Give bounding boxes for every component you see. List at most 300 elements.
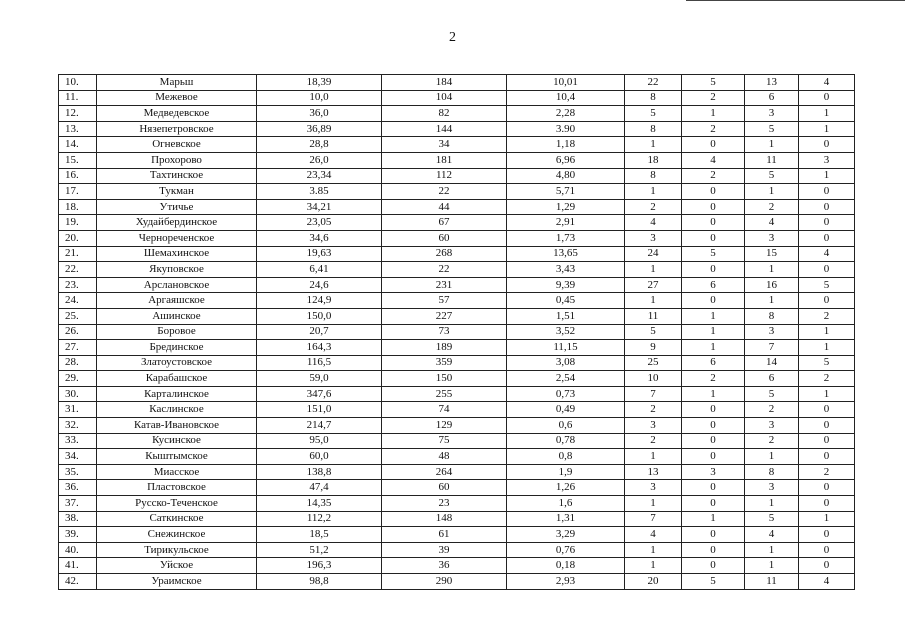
count-cell-1: 11 [625,308,682,324]
count-cell-2: 5 [682,75,745,91]
settlement-name-cell: Утичье [97,199,257,215]
value-cell-1: 26,0 [257,152,382,168]
table-row [59,402,855,418]
count-cell-3: 14 [745,355,799,371]
value-cell-3: 1,9 [507,464,625,480]
value-cell-2: 60 [382,480,507,496]
settlement-name-cell: Якуповское [97,262,257,278]
value-cell-2: 39 [382,542,507,558]
count-cell-4: 1 [799,106,855,122]
value-cell-1: 10,0 [257,90,382,106]
count-cell-1: 27 [625,277,682,293]
value-cell-1: 59,0 [257,371,382,387]
row-number-cell: 35. [59,464,97,480]
value-cell-1: 28,8 [257,137,382,153]
value-cell-1: 112,2 [257,511,382,527]
value-cell-1: 14,35 [257,496,382,512]
count-cell-2: 2 [682,90,745,106]
value-cell-2: 74 [382,402,507,418]
table-row [59,199,855,215]
table-row [59,152,855,168]
count-cell-4: 0 [799,262,855,278]
row-number-cell: 34. [59,449,97,465]
count-cell-1: 1 [625,184,682,200]
row-number-cell: 29. [59,371,97,387]
count-cell-4: 5 [799,355,855,371]
count-cell-2: 5 [682,246,745,262]
value-cell-1: 95,0 [257,433,382,449]
value-cell-1: 51,2 [257,542,382,558]
value-cell-1: 6,41 [257,262,382,278]
count-cell-3: 15 [745,246,799,262]
value-cell-1: 164,3 [257,340,382,356]
settlement-name-cell: Русско-Теченское [97,496,257,512]
top-edge-rule [686,0,905,1]
row-number-cell: 40. [59,542,97,558]
count-cell-1: 9 [625,340,682,356]
value-cell-3: 2,28 [507,106,625,122]
table-row [59,137,855,153]
table-row [59,433,855,449]
count-cell-3: 1 [745,542,799,558]
table-row [59,464,855,480]
row-number-cell: 18. [59,199,97,215]
settlement-name-cell: Карабашское [97,371,257,387]
count-cell-4: 0 [799,449,855,465]
value-cell-3: 0,6 [507,418,625,434]
row-number-cell: 12. [59,106,97,122]
count-cell-3: 6 [745,90,799,106]
row-number-cell: 16. [59,168,97,184]
count-cell-3: 4 [745,527,799,543]
count-cell-3: 8 [745,308,799,324]
count-cell-1: 2 [625,402,682,418]
settlement-name-cell: Нязепетровское [97,121,257,137]
value-cell-2: 34 [382,137,507,153]
count-cell-3: 2 [745,433,799,449]
settlement-name-cell: Медведевское [97,106,257,122]
count-cell-3: 1 [745,449,799,465]
table-row [59,308,855,324]
row-number-cell: 23. [59,277,97,293]
count-cell-1: 1 [625,496,682,512]
row-number-cell: 19. [59,215,97,231]
settlement-name-cell: Арслановское [97,277,257,293]
row-number-cell: 30. [59,386,97,402]
count-cell-4: 5 [799,277,855,293]
count-cell-1: 3 [625,230,682,246]
count-cell-1: 1 [625,558,682,574]
count-cell-4: 0 [799,90,855,106]
value-cell-1: 36,89 [257,121,382,137]
settlement-name-cell: Уйское [97,558,257,574]
value-cell-3: 1,26 [507,480,625,496]
value-cell-2: 104 [382,90,507,106]
settlement-name-cell: Брединское [97,340,257,356]
value-cell-2: 231 [382,277,507,293]
value-cell-3: 3,43 [507,262,625,278]
value-cell-1: 24,6 [257,277,382,293]
count-cell-2: 0 [682,230,745,246]
settlement-name-cell: Огневское [97,137,257,153]
value-cell-2: 82 [382,106,507,122]
count-cell-4: 4 [799,246,855,262]
count-cell-1: 1 [625,262,682,278]
count-cell-2: 5 [682,574,745,590]
page-number: 2 [449,30,456,45]
settlement-name-cell: Кыштымское [97,449,257,465]
table-row [59,386,855,402]
value-cell-2: 144 [382,121,507,137]
count-cell-4: 4 [799,574,855,590]
table-row [59,527,855,543]
count-cell-1: 8 [625,90,682,106]
table-row [59,355,855,371]
table-row [59,558,855,574]
count-cell-4: 0 [799,402,855,418]
count-cell-3: 11 [745,574,799,590]
value-cell-1: 18,39 [257,75,382,91]
count-cell-2: 0 [682,215,745,231]
value-cell-2: 75 [382,433,507,449]
row-number-cell: 38. [59,511,97,527]
count-cell-1: 3 [625,418,682,434]
table-body [59,75,855,590]
value-cell-1: 150,0 [257,308,382,324]
data-table [58,74,855,590]
count-cell-1: 1 [625,542,682,558]
count-cell-2: 1 [682,511,745,527]
count-cell-2: 2 [682,371,745,387]
count-cell-4: 0 [799,418,855,434]
count-cell-2: 0 [682,449,745,465]
settlement-name-cell: Миасское [97,464,257,480]
value-cell-1: 347,6 [257,386,382,402]
count-cell-2: 0 [682,527,745,543]
settlement-name-cell: Златоустовское [97,355,257,371]
count-cell-2: 0 [682,480,745,496]
value-cell-3: 9,39 [507,277,625,293]
count-cell-4: 0 [799,293,855,309]
value-cell-3: 11,15 [507,340,625,356]
value-cell-3: 0,45 [507,293,625,309]
value-cell-3: 0,78 [507,433,625,449]
count-cell-3: 5 [745,511,799,527]
count-cell-4: 0 [799,433,855,449]
count-cell-4: 0 [799,496,855,512]
row-number-cell: 37. [59,496,97,512]
count-cell-4: 2 [799,308,855,324]
row-number-cell: 39. [59,527,97,543]
row-number-cell: 21. [59,246,97,262]
value-cell-3: 1,73 [507,230,625,246]
count-cell-2: 2 [682,121,745,137]
count-cell-2: 3 [682,464,745,480]
count-cell-2: 0 [682,496,745,512]
value-cell-3: 1,29 [507,199,625,215]
count-cell-4: 0 [799,215,855,231]
row-number-cell: 42. [59,574,97,590]
value-cell-3: 1,18 [507,137,625,153]
count-cell-2: 1 [682,106,745,122]
count-cell-2: 1 [682,324,745,340]
table-row [59,574,855,590]
value-cell-2: 36 [382,558,507,574]
count-cell-4: 2 [799,371,855,387]
count-cell-3: 4 [745,215,799,231]
count-cell-1: 24 [625,246,682,262]
count-cell-2: 1 [682,386,745,402]
value-cell-1: 214,7 [257,418,382,434]
value-cell-2: 268 [382,246,507,262]
count-cell-4: 0 [799,527,855,543]
count-cell-4: 0 [799,184,855,200]
value-cell-2: 189 [382,340,507,356]
count-cell-4: 4 [799,75,855,91]
count-cell-4: 3 [799,152,855,168]
count-cell-4: 0 [799,137,855,153]
count-cell-3: 5 [745,168,799,184]
value-cell-1: 60,0 [257,449,382,465]
value-cell-1: 47,4 [257,480,382,496]
table-row [59,75,855,91]
row-number-cell: 32. [59,418,97,434]
count-cell-3: 3 [745,324,799,340]
value-cell-1: 19,63 [257,246,382,262]
table-row [59,340,855,356]
count-cell-3: 13 [745,75,799,91]
count-cell-3: 1 [745,496,799,512]
count-cell-3: 1 [745,262,799,278]
value-cell-3: 13,65 [507,246,625,262]
row-number-cell: 13. [59,121,97,137]
value-cell-3: 3,29 [507,527,625,543]
settlement-name-cell: Ураимское [97,574,257,590]
count-cell-1: 4 [625,527,682,543]
count-cell-1: 3 [625,480,682,496]
row-number-cell: 24. [59,293,97,309]
settlement-name-cell: Чернореченское [97,230,257,246]
count-cell-2: 0 [682,184,745,200]
value-cell-2: 48 [382,449,507,465]
count-cell-1: 10 [625,371,682,387]
value-cell-2: 290 [382,574,507,590]
table-row [59,496,855,512]
settlement-name-cell: Карталинское [97,386,257,402]
count-cell-4: 2 [799,464,855,480]
value-cell-3: 2,93 [507,574,625,590]
count-cell-2: 0 [682,199,745,215]
settlement-name-cell: Саткинское [97,511,257,527]
table-row [59,480,855,496]
count-cell-3: 2 [745,199,799,215]
count-cell-1: 7 [625,511,682,527]
row-number-cell: 41. [59,558,97,574]
count-cell-2: 0 [682,402,745,418]
settlement-name-cell: Ашинское [97,308,257,324]
count-cell-3: 1 [745,558,799,574]
value-cell-1: 34,21 [257,199,382,215]
settlement-name-cell: Кусинское [97,433,257,449]
settlement-name-cell: Боровое [97,324,257,340]
count-cell-3: 5 [745,386,799,402]
settlement-name-cell: Аргаяшское [97,293,257,309]
value-cell-1: 20,7 [257,324,382,340]
settlement-name-cell: Прохорово [97,152,257,168]
value-cell-2: 22 [382,262,507,278]
value-cell-3: 10,01 [507,75,625,91]
settlement-name-cell: Тукман [97,184,257,200]
row-number-cell: 17. [59,184,97,200]
table-row [59,106,855,122]
count-cell-3: 1 [745,293,799,309]
count-cell-1: 1 [625,137,682,153]
table-row [59,511,855,527]
row-number-cell: 11. [59,90,97,106]
count-cell-2: 0 [682,418,745,434]
count-cell-1: 8 [625,168,682,184]
settlement-name-cell: Пластовское [97,480,257,496]
count-cell-4: 0 [799,199,855,215]
row-number-cell: 33. [59,433,97,449]
value-cell-2: 57 [382,293,507,309]
value-cell-2: 22 [382,184,507,200]
value-cell-3: 2,91 [507,215,625,231]
settlement-name-cell: Снежинское [97,527,257,543]
count-cell-2: 0 [682,433,745,449]
value-cell-2: 227 [382,308,507,324]
row-number-cell: 22. [59,262,97,278]
value-cell-3: 3,52 [507,324,625,340]
count-cell-1: 25 [625,355,682,371]
value-cell-1: 98,8 [257,574,382,590]
settlement-name-cell: Шемахинское [97,246,257,262]
value-cell-1: 116,5 [257,355,382,371]
count-cell-3: 1 [745,184,799,200]
count-cell-4: 0 [799,558,855,574]
value-cell-2: 60 [382,230,507,246]
count-cell-4: 1 [799,168,855,184]
count-cell-4: 1 [799,386,855,402]
value-cell-3: 6,96 [507,152,625,168]
value-cell-1: 138,8 [257,464,382,480]
count-cell-4: 0 [799,480,855,496]
value-cell-3: 3,08 [507,355,625,371]
settlement-name-cell: Марьш [97,75,257,91]
value-cell-3: 1,6 [507,496,625,512]
count-cell-2: 0 [682,293,745,309]
count-cell-1: 13 [625,464,682,480]
row-number-cell: 36. [59,480,97,496]
value-cell-1: 34,6 [257,230,382,246]
table-row [59,246,855,262]
table-row [59,324,855,340]
count-cell-3: 16 [745,277,799,293]
row-number-cell: 26. [59,324,97,340]
value-cell-3: 2,54 [507,371,625,387]
table-row [59,262,855,278]
value-cell-1: 3.85 [257,184,382,200]
count-cell-2: 0 [682,137,745,153]
count-cell-1: 1 [625,293,682,309]
count-cell-3: 2 [745,402,799,418]
value-cell-2: 44 [382,199,507,215]
row-number-cell: 31. [59,402,97,418]
table-row [59,90,855,106]
value-cell-2: 112 [382,168,507,184]
count-cell-4: 1 [799,121,855,137]
settlement-name-cell: Каслинское [97,402,257,418]
settlement-name-cell: Худайбердинское [97,215,257,231]
value-cell-3: 1,31 [507,511,625,527]
count-cell-1: 5 [625,324,682,340]
value-cell-1: 36,0 [257,106,382,122]
value-cell-3: 4,80 [507,168,625,184]
count-cell-4: 0 [799,542,855,558]
value-cell-3: 1,51 [507,308,625,324]
count-cell-2: 6 [682,277,745,293]
value-cell-3: 0,49 [507,402,625,418]
count-cell-4: 1 [799,340,855,356]
count-cell-1: 8 [625,121,682,137]
value-cell-2: 150 [382,371,507,387]
count-cell-1: 18 [625,152,682,168]
count-cell-2: 6 [682,355,745,371]
value-cell-2: 23 [382,496,507,512]
count-cell-2: 4 [682,152,745,168]
value-cell-2: 255 [382,386,507,402]
table-row [59,184,855,200]
count-cell-4: 1 [799,511,855,527]
count-cell-3: 11 [745,152,799,168]
count-cell-2: 0 [682,262,745,278]
table-row [59,542,855,558]
row-number-cell: 14. [59,137,97,153]
value-cell-3: 0,18 [507,558,625,574]
count-cell-3: 3 [745,418,799,434]
value-cell-2: 264 [382,464,507,480]
count-cell-1: 4 [625,215,682,231]
count-cell-3: 7 [745,340,799,356]
count-cell-3: 8 [745,464,799,480]
value-cell-2: 67 [382,215,507,231]
value-cell-2: 61 [382,527,507,543]
row-number-cell: 20. [59,230,97,246]
table-row [59,230,855,246]
settlement-name-cell: Катав-Ивановское [97,418,257,434]
table-row [59,293,855,309]
count-cell-3: 1 [745,137,799,153]
settlement-name-cell: Тахтинское [97,168,257,184]
value-cell-3: 0,76 [507,542,625,558]
value-cell-1: 151,0 [257,402,382,418]
table-row [59,277,855,293]
count-cell-1: 22 [625,75,682,91]
count-cell-2: 2 [682,168,745,184]
count-cell-1: 2 [625,199,682,215]
table-row [59,449,855,465]
value-cell-3: 10,4 [507,90,625,106]
table-row [59,121,855,137]
count-cell-2: 1 [682,308,745,324]
row-number-cell: 25. [59,308,97,324]
value-cell-3: 5,71 [507,184,625,200]
settlement-name-cell: Тирикульское [97,542,257,558]
value-cell-2: 73 [382,324,507,340]
row-number-cell: 10. [59,75,97,91]
value-cell-3: 0,73 [507,386,625,402]
value-cell-2: 184 [382,75,507,91]
